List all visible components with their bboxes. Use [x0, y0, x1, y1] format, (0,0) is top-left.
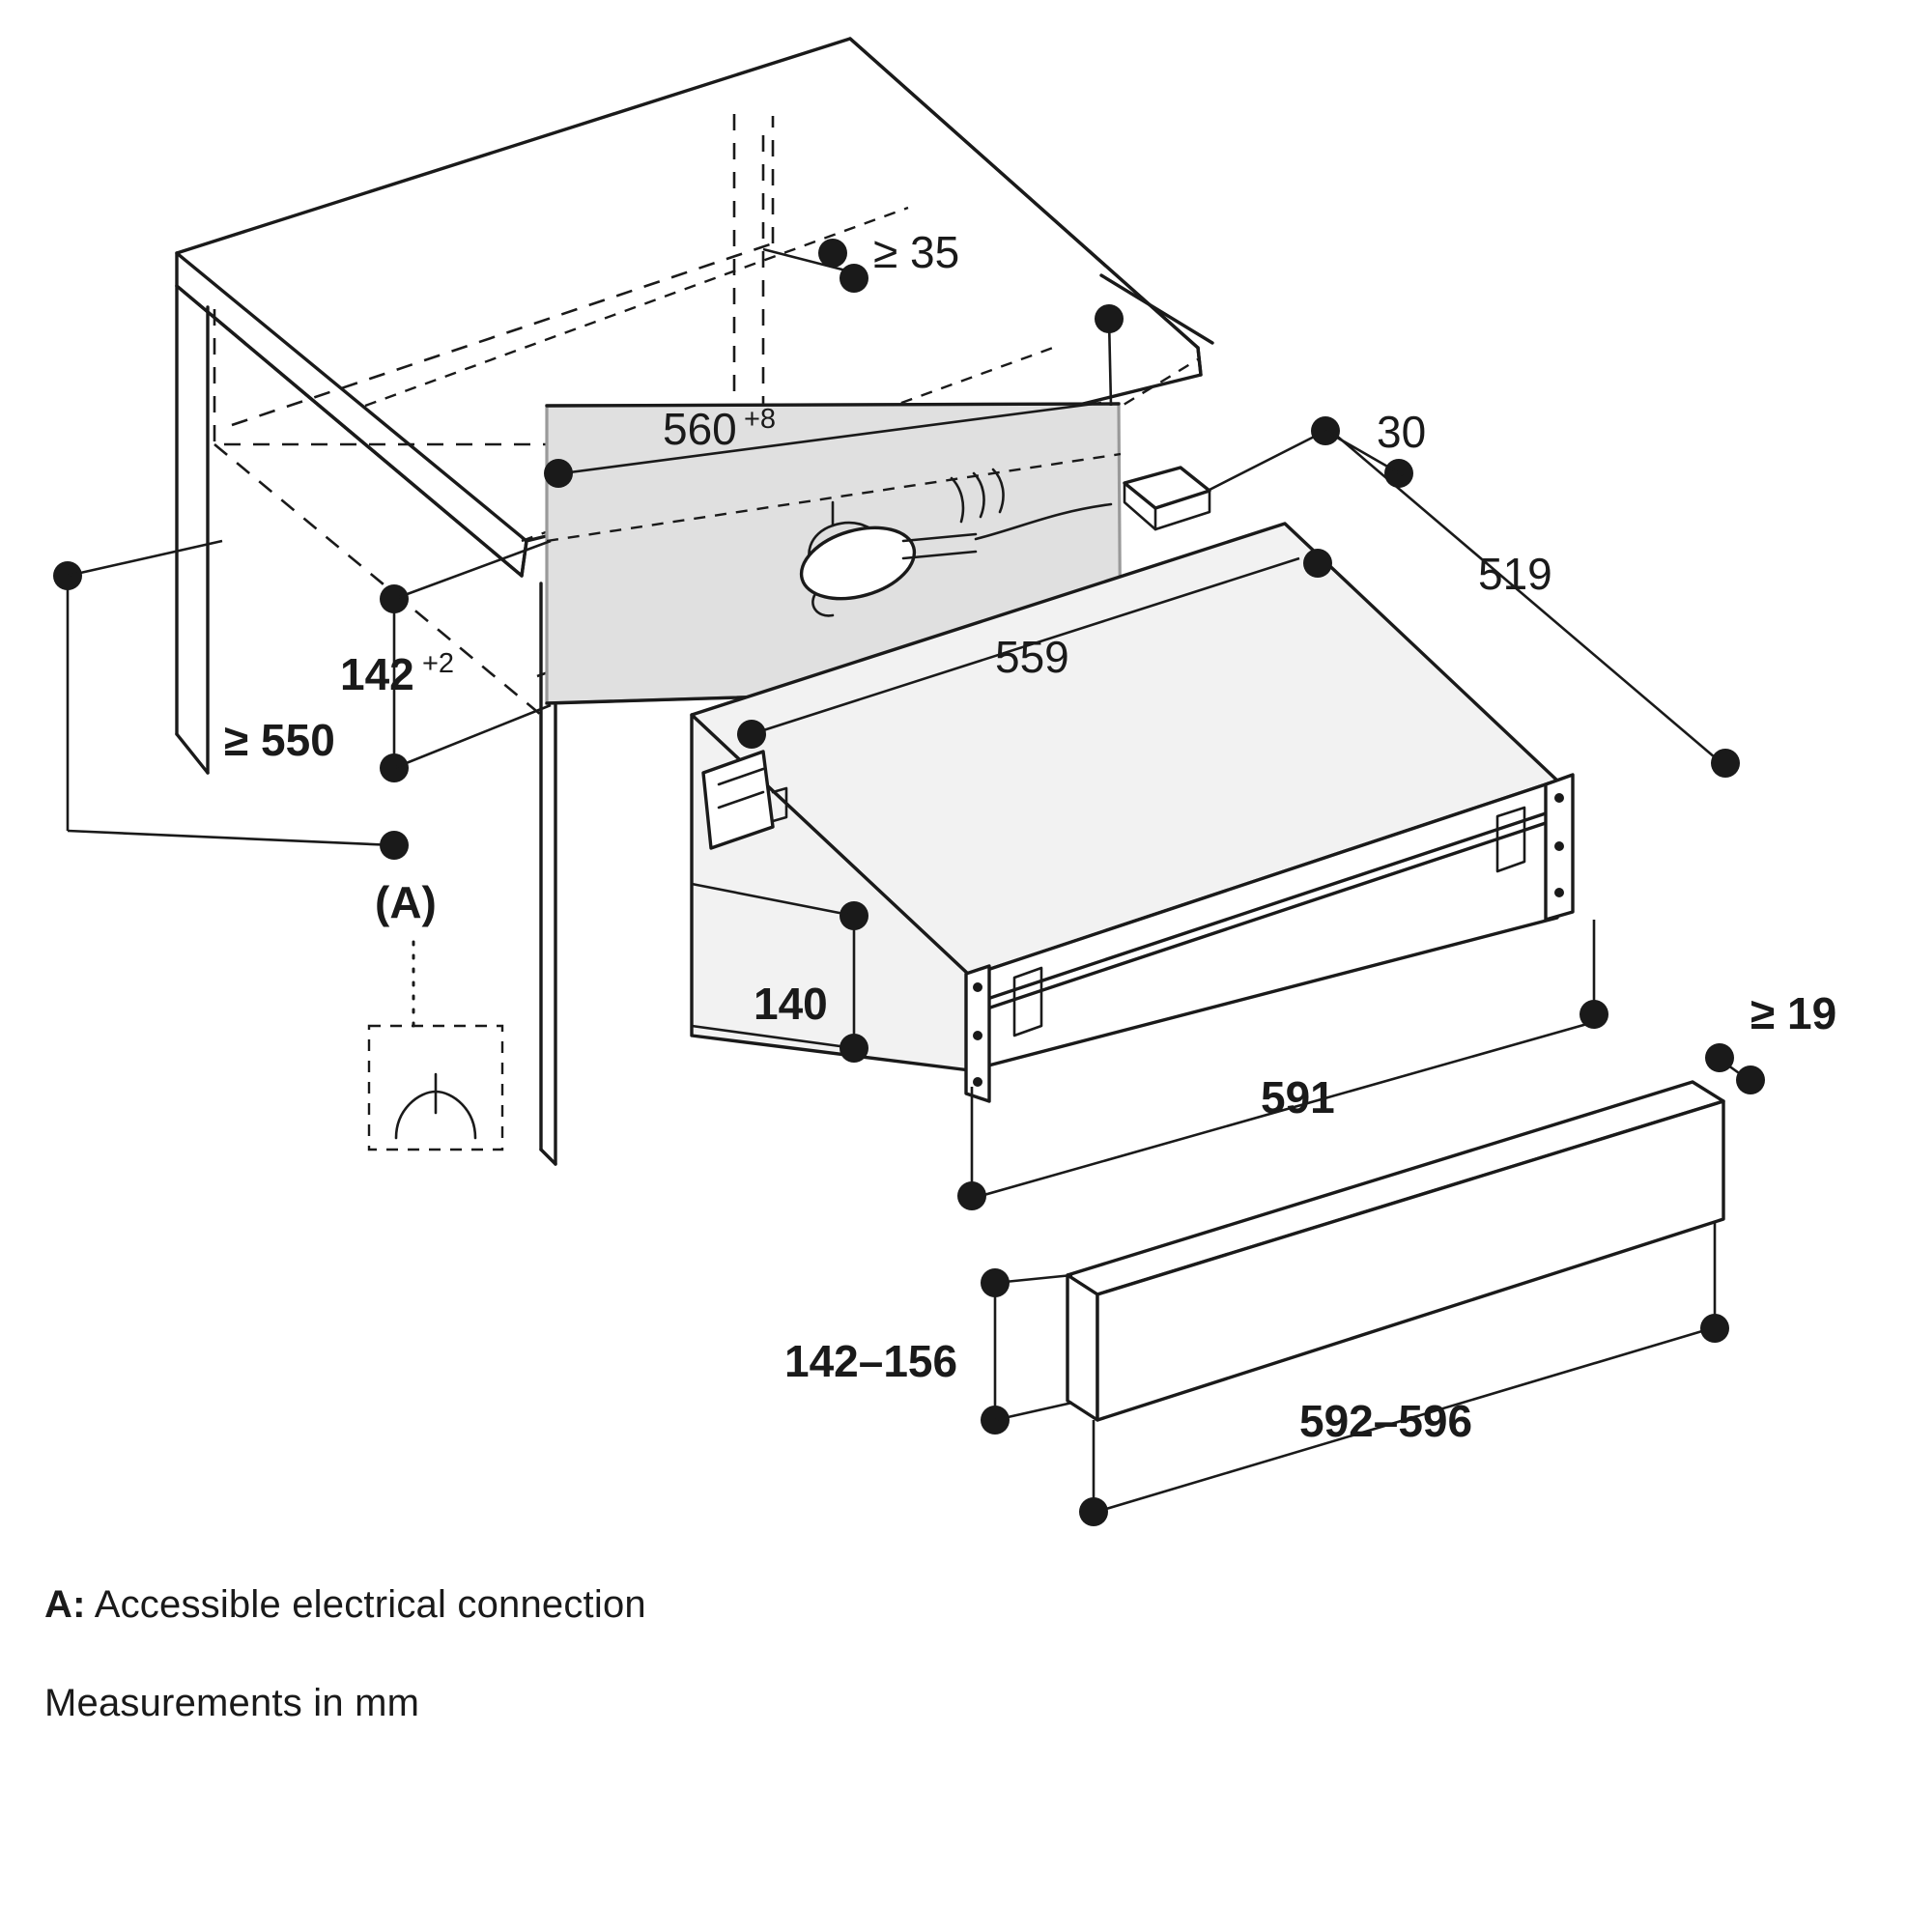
dimension-front-panel-thickness	[1705, 1043, 1765, 1094]
label-niche-width: 560	[663, 404, 737, 454]
label-niche-depth: 519	[1478, 549, 1552, 599]
label-front-panel-height: 142–156	[784, 1336, 958, 1386]
label-niche-depth-min: ≥ 35	[873, 227, 960, 277]
label-front-panel-thickness: ≥ 19	[1750, 988, 1837, 1038]
label-appliance-width: 591	[1261, 1072, 1335, 1122]
front-panel-group	[1067, 1082, 1723, 1420]
dimension-plinth-height-min	[53, 541, 409, 860]
label-niche-width-sup: +8	[744, 404, 777, 435]
dimension-front-panel-height	[981, 1268, 1072, 1435]
label-cable-offset: 30	[1377, 407, 1427, 457]
label-appliance-height: 140	[754, 979, 828, 1029]
callout-A-group	[369, 942, 502, 1150]
dimension-niche-depth-min	[763, 239, 868, 293]
label-niche-height: 142	[340, 649, 414, 699]
wall-socket-icon	[1124, 468, 1210, 529]
label-plinth-height-min: ≥ 550	[224, 715, 335, 765]
label-front-panel-width: 592–596	[1299, 1396, 1473, 1446]
legend-units-text: Measurements in mm	[44, 1682, 420, 1724]
label-appliance-body-depth: 559	[995, 632, 1069, 682]
legend-a-prefix: A:	[44, 1583, 86, 1626]
legend-item-a	[44, 1580, 1204, 1629]
label-callout-A: (A)	[375, 877, 437, 927]
label-niche-height-sup: +2	[422, 648, 455, 679]
front-panel-side-edge	[1067, 1275, 1097, 1420]
legend-item-units	[44, 1679, 1204, 1727]
legend-a-text: Accessible electrical connection	[94, 1583, 646, 1626]
legend	[44, 1580, 1204, 1777]
